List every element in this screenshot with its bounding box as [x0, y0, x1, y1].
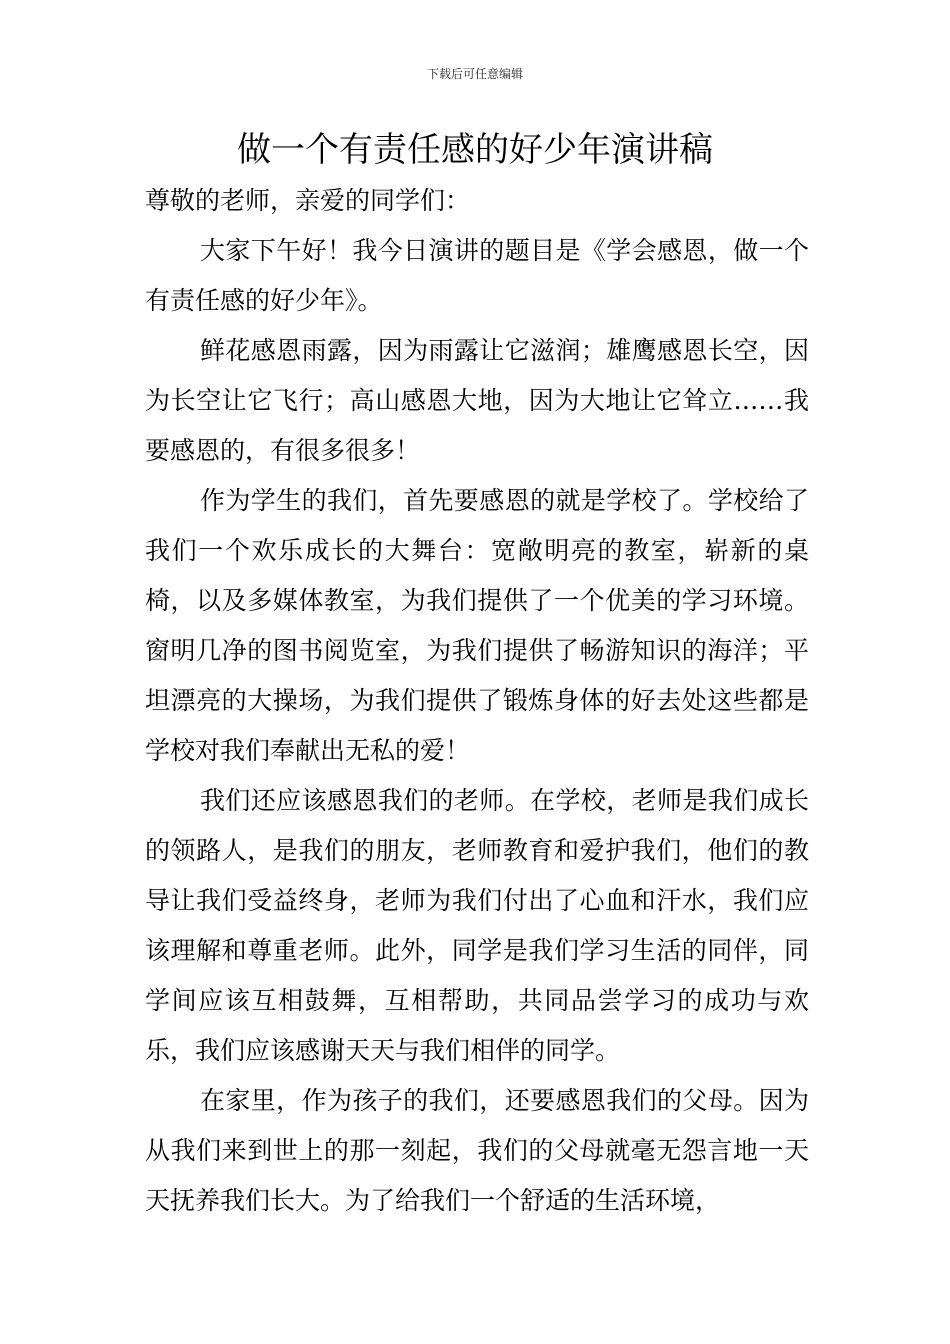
paragraph-gratitude-parents: 在家里，作为孩子的我们，还要感恩我们的父母。因为从我们来到世上的那一刻起，我们的父母就毫无怨言地一天天抚养我们长大。为了给我们一个舒适的生活环境， [145, 1086, 809, 1215]
greeting-line: 尊敬的老师，亲爱的同学们： [145, 186, 471, 215]
page-header-note: 下载后可任意编辑 [426, 67, 523, 81]
paragraph-gratitude-teachers: 我们还应该感恩我们的老师。在学校，老师是我们成长的领路人，是我们的朋友，老师教育和爱护我们，他们的教导让我们受益终身，老师为我们付出了心血和汗水，我们应该理解和尊重老师。此外，同学是我们学习生活的同伴，同学间应该互相鼓舞，互相帮助，共同品尝学习的成功与欢乐，我们应该感谢天天与我们相伴的同学。 [145, 786, 809, 1065]
document-body [145, 176, 809, 1226]
paragraph-intro: 大家下午好！我今日演讲的题目是《学会感恩，做一个有责任感的好少年》。 [145, 236, 809, 315]
paragraph-gratitude-school: 作为学生的我们，首先要感恩的就是学校了。学校给了我们一个欢乐成长的大舞台：宽敞明亮的教室，崭新的桌椅，以及多媒体教室，为我们提供了一个优美的学习环境。窗明几净的图书阅览室，为我们提供了畅游知识的海洋；平坦漂亮的大操场，为我们提供了锻炼身体的好去处这些都是学校对我们奉献出无私的爱！ [145, 486, 809, 765]
paragraph-gratitude-nature: 鲜花感恩雨露，因为雨露让它滋润；雄鹰感恩长空，因为长空让它飞行；高山感恩大地，因为大地让它耸立……我要感恩的，有很多很多！ [145, 336, 809, 465]
document-title: 做一个有责任感的好少年演讲稿 [237, 130, 713, 170]
